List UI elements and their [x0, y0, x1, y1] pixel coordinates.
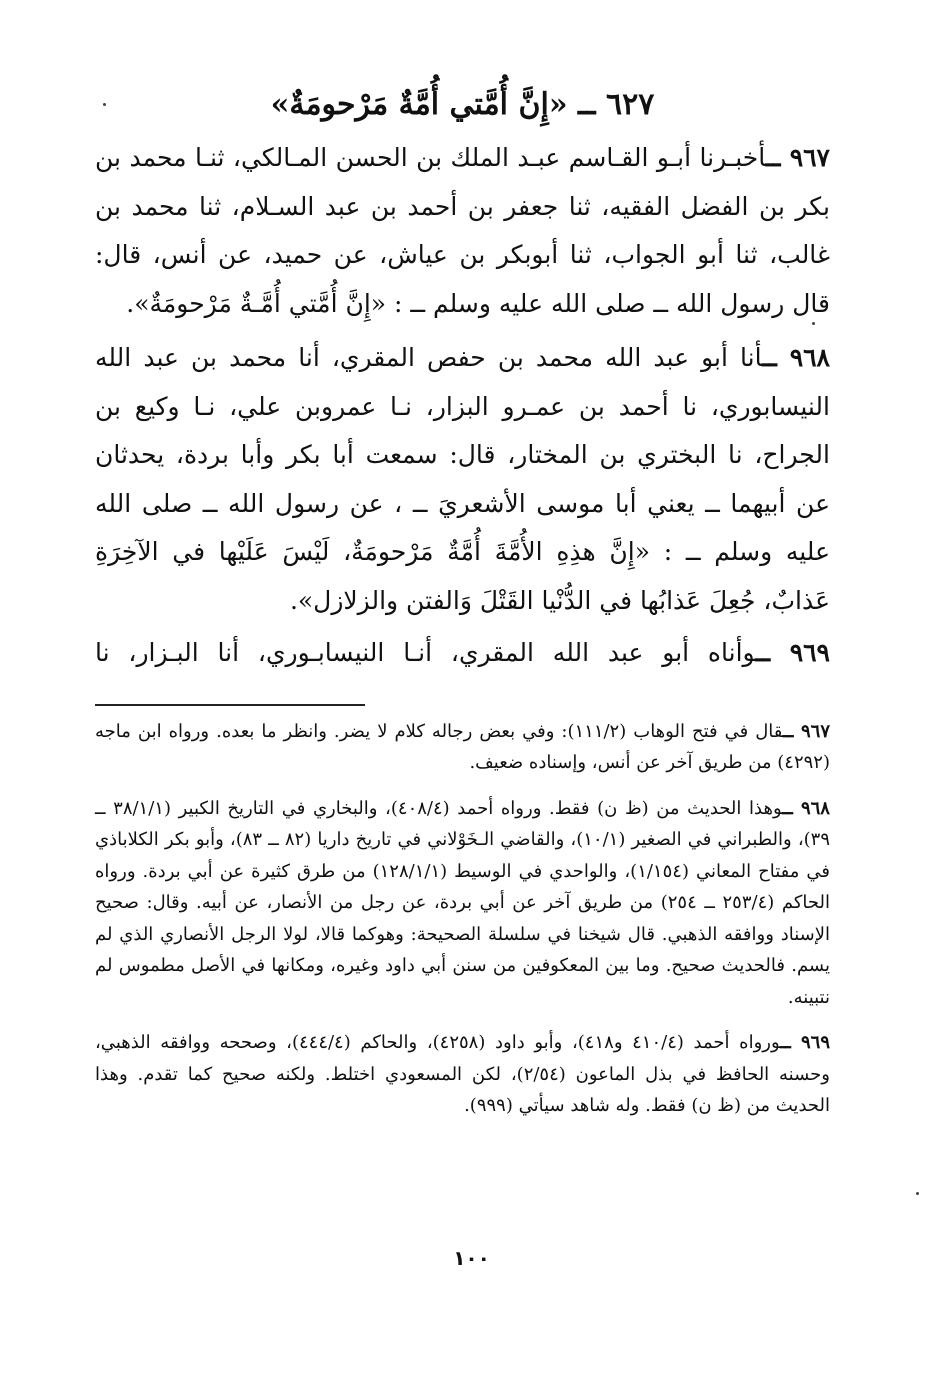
chapter-title: ٦٢٧ ــ «إِنَّ أُمَّتي أُمَّةٌ مَرْحومَةٌ»	[270, 87, 655, 122]
hadith-969	[95, 629, 830, 678]
footnote-967	[95, 716, 830, 779]
footnote-number: ٩٦٧ ــ	[782, 720, 830, 742]
hadith-text: وأناه أبو عبد الله المقري، أنـا النيسابـوري، أنا البـزار، نا	[95, 638, 756, 667]
footnote-text: ورواه أحمد (٤١٠/٤ و٤١٨)، وأبو داود (٤٢٥٨)، والحاكم (٤٤٤/٤)، وصححه ووافقه الذهبي، وحسنه الحافظ في بذل الماعون (٢/٥٤)، لكن المسعودي اختلط. ولكنه صحيح كما تقدم. وهذا الحديث من (ظ ن) فقط. وله شاهد سيأتي (٩٩٩).	[95, 1032, 830, 1116]
scan-speck	[812, 322, 815, 325]
hadith-967	[95, 134, 830, 328]
footnotes	[95, 716, 830, 1122]
footnote-969	[95, 1027, 830, 1122]
hadith-text: أنا أبو عبد الله محمد بن حفص المقري، أنا محمد بن عبد الله النيسابوري، نا أحمد بن عمـرو البزار، نـا عمروبن علي، نـا وكيع بن الجراح، نا البختري بن المختار، قال: سمعت أبا بكر وأبا بردة، يحدثان عن أبيهما ــ يعني أبا موسى الأشعريَ ــ ، عن رسول الله ــ صلى الله عليه وسلم ــ : «إِنَّ هذِهِ الأُمَّةَ أُمَّةٌ مَرْحومَةٌ، لَيْسَ عَلَيْها في الآخِرَةِ عَذابٌ، جُعِلَ عَذابُها في الدُّنْيا القَتْلَ وَالفتن والزلازل».	[95, 343, 830, 615]
footnote-number: ٩٦٨ ــ	[782, 797, 830, 819]
hadith-text: أخبـرنا أبـو القـاسم عبـد الملك بن الحسن المـالكي، ثنـا محمد بن بكر بن الفضل الفقيه، ثنا جعفر بن أحمد بن عبد السـلام، ثنا محمد بن غالب، ثنا أبو الجواب، ثنا أبوبكر بن عياش، عن حميد، عن أنس، قال: قال رسول الله ــ صلى الله عليه وسلم ــ : «إِنَّ أُمَّتي أُمَّـةٌ مَرْحومَةٌ».	[95, 143, 830, 318]
book-page	[95, 70, 830, 1136]
hadith-968	[95, 334, 830, 625]
footnote-text: قال في فتح الوهاب (١١١/٢): وفي بعض رجاله كلام لا يضر. وانظر ما بعده. ورواه ابن ماجه (٤٢٩٢) من طريق آخر عن أنس، وإسناده ضعيف.	[95, 720, 830, 773]
hadith-number: ٩٦٩ ــ	[755, 638, 830, 667]
footnote-separator	[95, 704, 365, 706]
footnote-number: ٩٦٩ ــ	[780, 1032, 830, 1053]
hadith-number: ٩٦٨ ــ	[762, 343, 830, 372]
scan-speck	[916, 1192, 919, 1195]
page-number: ١٠٠	[453, 1246, 490, 1270]
footnote-968	[95, 793, 830, 1014]
hadith-number: ٩٦٧ ــ	[765, 143, 830, 172]
main-text	[95, 134, 830, 678]
scan-speck	[103, 103, 106, 106]
footnote-text: وهذا الحديث من (ظ ن) فقط. ورواه أحمد (٤٠٨/٤)، والبخاري في التاريخ الكبير (٣٨/١/١ ــ ٣٩)، والطبراني في الصغير (١٠/١)، والقاضي الـخَوْلاني في تاريخ داريا (٨٢ ــ ٨٣)، وأبو بكر الكلاباذي في مفتاح المعاني (١/١٥٤)، والواحدي في الوسيط (١٢٨/١/١) من طرق كثيرة عن أبي بردة. ورواه الحاكم (٢٥٣/٤ ــ ٢٥٤) من طريق آخر عن أبي بردة، عن رجل من الأنصار، عن أبيه. وقال: صحيح الإسناد ووافقه الذهبي. قال شيخنا في سلسلة الصحيحة: وهوكما قالا، لولا الرجل الأنصاري الذي لم يسم. فالحديث صحيح. وما بين المعكوفين من سنن أبي داود وغيره، ومكانها في الأصل مطموس لم نتبينه.	[95, 797, 831, 1008]
